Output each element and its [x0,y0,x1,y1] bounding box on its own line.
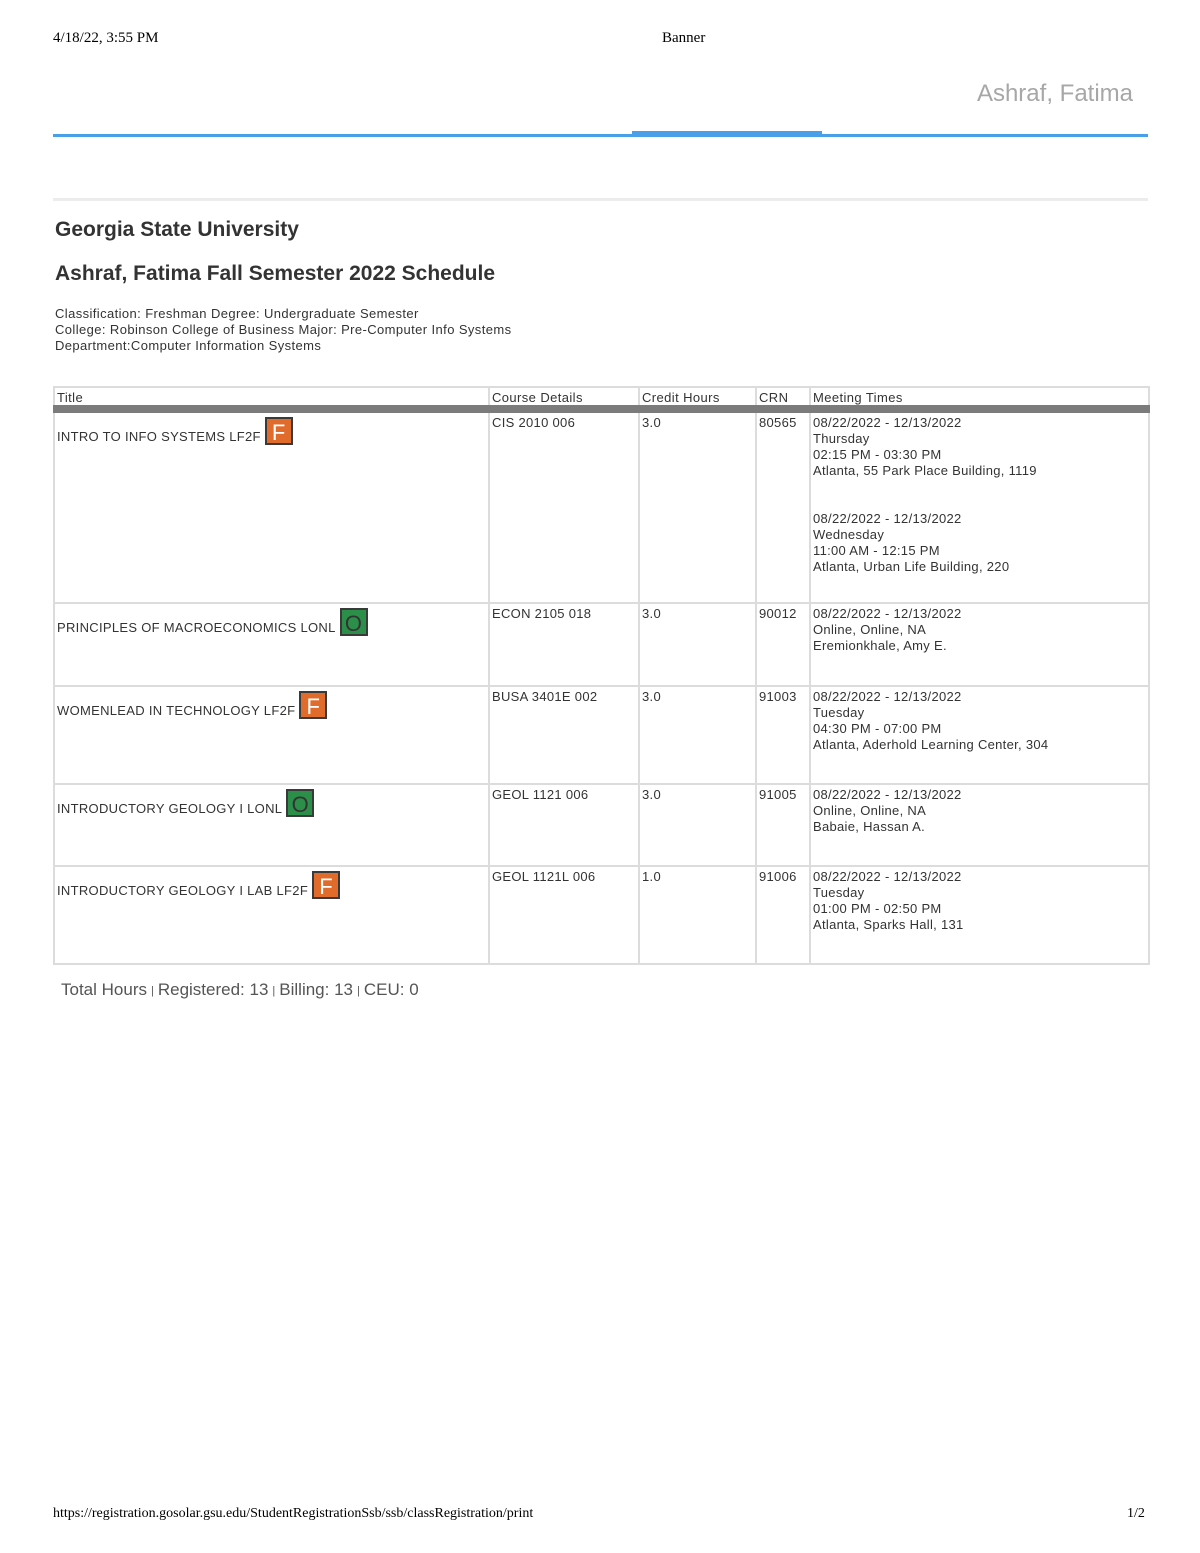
course-title[interactable]: INTRODUCTORY GEOLOGY I LAB LF2F [57,883,309,898]
meeting-location: Online, Online, NA [813,622,927,637]
meeting-day: Tuesday [813,705,865,720]
cell-credit-hours: 3.0 [639,603,756,686]
cell-title [54,603,489,686]
info-line-college: College: Robinson College of Business Major: Pre-Computer Info Systems [55,322,512,337]
cell-credit-hours: 1.0 [639,866,756,964]
cell-meeting-times [810,686,1149,784]
cell-meeting-times [810,409,1149,603]
table-row [54,603,1149,686]
student-info [55,306,511,354]
meeting-dates: 08/22/2022 - 12/13/2022 [813,415,962,430]
cell-course-details: GEOL 1121L 006 [489,866,639,964]
schedule-table [53,386,1150,965]
header-divider [53,134,1148,137]
meeting-time: 01:00 PM - 02:50 PM [813,901,942,916]
meeting-block [813,787,1146,835]
cell-meeting-times [810,603,1149,686]
cell-title [54,686,489,784]
meeting-dates: 08/22/2022 - 12/13/2022 [813,787,962,802]
separator: | [357,984,360,997]
cell-meeting-times [810,866,1149,964]
meeting-instructor: Babaie, Hassan A. [813,819,926,834]
cell-course-details: BUSA 3401E 002 [489,686,639,784]
schedule-title: Ashraf, Fatima Fall Semester 2022 Schedule [55,262,496,285]
info-line-department: Department:Computer Information Systems [55,338,322,353]
print-page-number: 1/2 [1127,1506,1145,1521]
meeting-location: Online, Online, NA [813,803,927,818]
col-header-crn: CRN [756,387,810,409]
meeting-block [813,689,1146,753]
university-name: Georgia State University [55,218,299,241]
meeting-block [813,415,1146,479]
print-date: 4/18/22, 3:55 PM [53,30,159,46]
online-badge: O [286,789,314,817]
meeting-time: 11:00 AM - 12:15 PM [813,543,940,558]
table-row [54,409,1149,603]
face-to-face-badge: F [312,871,340,899]
meeting-time: 02:15 PM - 03:30 PM [813,447,942,462]
online-badge: O [340,608,368,636]
cell-credit-hours: 3.0 [639,686,756,784]
total-hours-label: Total Hours [61,980,147,999]
meeting-day: Tuesday [813,885,865,900]
meeting-block [813,869,1146,933]
cell-title [54,409,489,603]
user-name[interactable]: Ashraf, Fatima [976,80,1133,107]
cell-course-details: GEOL 1121 006 [489,784,639,866]
cell-title [54,866,489,964]
cell-crn: 91005 [756,784,810,866]
meeting-location: Atlanta, Urban Life Building, 220 [813,559,1010,574]
meeting-day: Thursday [813,431,870,446]
meeting-dates: 08/22/2022 - 12/13/2022 [813,511,962,526]
course-title[interactable]: INTRO TO INFO SYSTEMS LF2F [57,429,261,444]
meeting-location: Atlanta, 55 Park Place Building, 1119 [813,463,1037,478]
table-row [54,784,1149,866]
cell-course-details: ECON 2105 018 [489,603,639,686]
col-header-credit-hours: Credit Hours [639,387,756,409]
meeting-dates: 08/22/2022 - 12/13/2022 [813,606,962,621]
cell-title [54,784,489,866]
table-header-row [54,387,1149,409]
meeting-block [813,606,1146,654]
course-title[interactable]: WOMENLEAD IN TECHNOLOGY LF2F [57,703,296,718]
table-row [54,686,1149,784]
col-header-course-details: Course Details [489,387,639,409]
cell-credit-hours: 3.0 [639,409,756,603]
cell-credit-hours: 3.0 [639,784,756,866]
info-line-classification: Classification: Freshman Degree: Undergraduate Semester [55,306,419,321]
meeting-block [813,511,1146,575]
print-title: Banner [662,30,706,46]
cell-crn: 80565 [756,409,810,603]
cell-crn: 91003 [756,686,810,784]
course-title[interactable]: INTRODUCTORY GEOLOGY I LONL [57,801,283,816]
table-row [54,866,1149,964]
cell-crn: 90012 [756,603,810,686]
ceu-hours: CEU: 0 [363,980,419,999]
cell-crn: 91006 [756,866,810,964]
course-title[interactable]: PRINCIPLES OF MACROECONOMICS LONL [57,620,336,635]
section-divider [53,198,1148,201]
cell-course-details: CIS 2010 006 [489,409,639,603]
face-to-face-badge: F [265,417,293,445]
cell-meeting-times [810,784,1149,866]
meeting-day: Wednesday [813,527,885,542]
separator: | [150,984,154,997]
billing-hours: Billing: 13 [279,980,353,999]
print-url: https://registration.gosolar.gsu.edu/StudentRegistrationSsb/ssb/classRegistration/print [53,1506,534,1521]
registered-hours: Registered: 13 [157,980,269,999]
meeting-dates: 08/22/2022 - 12/13/2022 [813,689,962,704]
meeting-dates: 08/22/2022 - 12/13/2022 [813,869,962,884]
meeting-instructor: Eremionkhale, Amy E. [813,638,947,653]
col-header-title: Title [54,387,489,409]
total-hours-summary [61,980,419,1000]
meeting-location: Atlanta, Sparks Hall, 131 [813,917,964,932]
meeting-location: Atlanta, Aderhold Learning Center, 304 [813,737,1049,752]
col-header-meeting-times: Meeting Times [810,387,1149,409]
meeting-time: 04:30 PM - 07:00 PM [813,721,942,736]
separator: | [272,984,276,997]
face-to-face-badge: F [299,691,327,719]
